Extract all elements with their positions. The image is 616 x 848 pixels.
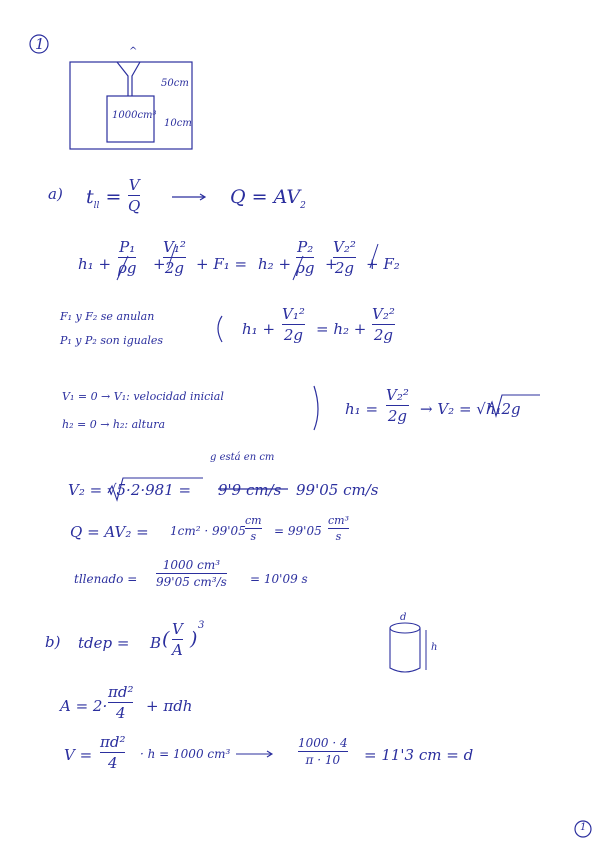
part-a-label: a) xyxy=(48,185,63,203)
tdep-label: tdep = xyxy=(78,634,130,652)
diagram-height-a: 50cm xyxy=(161,78,189,89)
part-b-label: b) xyxy=(45,633,61,651)
q-res: = 99'05 xyxy=(274,524,322,538)
annotation-g-cm: g está en cm xyxy=(210,452,275,463)
simp-v2-frac: V₂² 2g xyxy=(372,305,395,344)
vol-frac: πd² 4 xyxy=(100,733,126,772)
diagram-volume: 1000cm³ xyxy=(112,110,157,121)
v2-struck: 9'9 cm/s xyxy=(218,481,282,499)
flow-eq: $Q = AV_2$ xyxy=(230,186,306,211)
note-pressures: P₁ y P₂ son iguales xyxy=(60,334,164,347)
funnel-spout xyxy=(117,62,140,96)
cyl-h: h xyxy=(431,642,438,653)
problem-number: 1 xyxy=(35,35,45,53)
bern-p1-frac: P₁ ρg xyxy=(118,238,137,277)
d-frac: 1000 · 4 π · 10 xyxy=(298,736,348,767)
page-mark: 1 xyxy=(580,822,587,833)
q-mid: 1cm² · 99'05 xyxy=(170,524,246,538)
bern-p2-frac: P₂ ρg xyxy=(296,238,315,277)
res-h1: h₁ = xyxy=(345,400,379,418)
vol-eq: V = xyxy=(64,746,93,764)
bern-v1-frac: V₁² 2g xyxy=(163,238,186,277)
b-exponent: 3 xyxy=(198,620,205,631)
diagram-arrow: ^ xyxy=(129,46,138,57)
arrow-1 xyxy=(172,194,205,200)
simp-v1-frac: V₁² 2g xyxy=(282,305,305,344)
bern-h1: h₁ + xyxy=(78,255,112,273)
t-fill: $t_{ll}$ = xyxy=(86,186,122,211)
v2-result: 99'05 cm/s xyxy=(296,481,379,499)
cylinder-body xyxy=(390,628,420,672)
bern-f1: + F₁ = xyxy=(196,255,248,273)
brace-2 xyxy=(314,386,318,430)
arrow-2 xyxy=(236,751,272,757)
res-v2: → V₂ = √h₁2g xyxy=(420,400,521,418)
simp-h1: h₁ + xyxy=(242,320,276,338)
cond-height: h₂ = 0 → h₂: altura xyxy=(62,418,166,431)
q-unit-2: cm³ s xyxy=(328,514,350,543)
area-tail: + πdh xyxy=(146,697,193,715)
simp-eq: = h₂ + xyxy=(316,320,367,338)
brace-1 xyxy=(218,316,222,342)
d-result: = 11'3 cm = d xyxy=(364,746,474,764)
bern-h2: h₂ + xyxy=(258,255,292,273)
scanned-page: 1 1 ^ 1000cm³ 50cm 10cm a) $t_{ll}$ = V Q $Q = AV_2$ h₁ + P₁ ρg + V₁² 2g + F₁ = h₂ + P₂ ρg + V₂² 2g + F₂ F₁ y F₂ se anulan P₁ y P₂ son iguales h₁ + V₁² 2g = h₂ + V₂² 2g V₁ = 0 → V₁: velocidad inicial h₂ = 0 → h₂: altura h₁ = V₂² 2g → V₂ = √h₁2g g está en cm V₂ = √5·2·981 = 9'9 cm/s 99'05 cm/s Q = AV₂ = 1cm² · 99'05 cm s = 99'05 cm³ s tllenado = 1000 cm³ 99'05 cm³/s = 10'09 s b) tdep = B ( V A ) 3 d h A = 2· πd² 4 + πdh V = πd² 4 · h = 1000 cm³ 1000 · 4 π · 10 = 11'3 cm = d xyxy=(0,0,616,848)
b-coef: B xyxy=(150,634,162,652)
t-fill-frac: 1000 cm³ 99'05 cm³/s xyxy=(156,558,227,589)
cyl-d: d xyxy=(400,612,407,623)
q-calc: Q = AV₂ = xyxy=(70,523,149,541)
note-forces: F₁ y F₂ se anulan xyxy=(60,310,155,323)
cylinder-top xyxy=(390,623,420,633)
t-fill-result: = 10'09 s xyxy=(250,572,308,586)
vol-tail: · h = 1000 cm³ xyxy=(140,747,231,761)
q-unit-1: cm s xyxy=(245,514,262,543)
cond-velocity: V₁ = 0 → V₁: velocidad inicial xyxy=(62,390,224,403)
v2-calc: V₂ = √5·2·981 = xyxy=(68,481,192,499)
tank-outline xyxy=(70,62,192,149)
v-over-q: V Q xyxy=(128,176,141,215)
t-fill-label: tllenado = xyxy=(74,572,138,586)
res-frac: V₂² 2g xyxy=(386,386,409,425)
bern-f2: + F₂ xyxy=(366,255,400,273)
v-over-a: V A xyxy=(172,620,183,659)
area-eq: A = 2· xyxy=(60,697,108,715)
bern-v2-frac: V₂² 2g xyxy=(333,238,356,277)
diagram-height-b: 10cm xyxy=(164,118,192,129)
area-frac: πd² 4 xyxy=(108,683,134,722)
